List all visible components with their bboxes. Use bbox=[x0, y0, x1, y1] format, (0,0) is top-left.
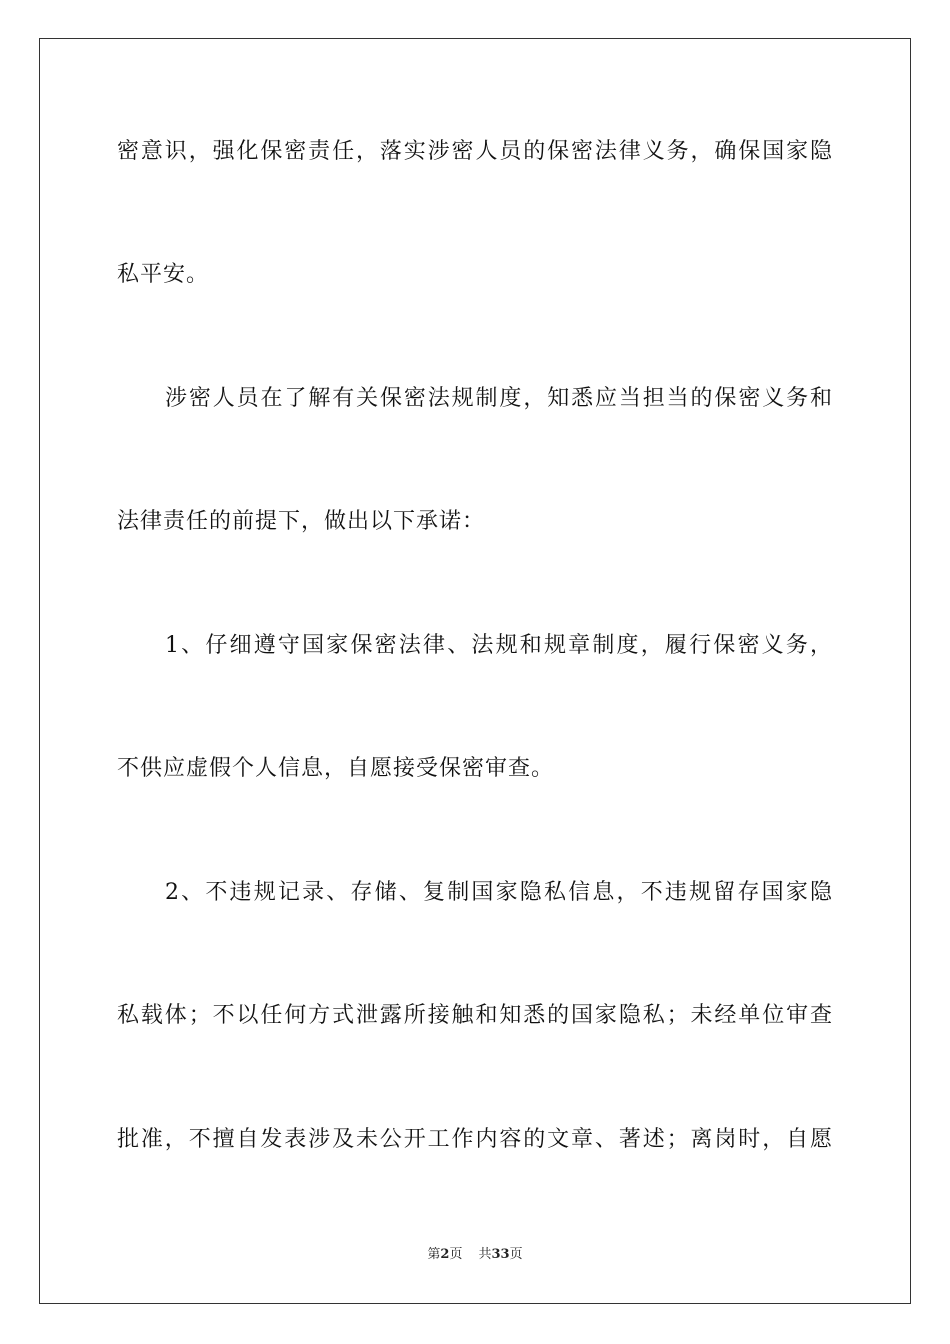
total-prefix: 共 bbox=[478, 1247, 492, 1262]
page-footer bbox=[0, 1246, 950, 1264]
paragraph-line: 私平安。 bbox=[117, 262, 210, 287]
page-suffix: 页 bbox=[449, 1247, 463, 1262]
paragraph-line: 密意识，强化保密责任，落实涉密人员的保密法律义务，确保国家隐 bbox=[117, 139, 833, 164]
paragraph-line: 1、仔细遵守国家保密法律、法规和规章制度，履行保密义务， bbox=[165, 633, 833, 658]
page-prefix: 第 bbox=[427, 1247, 441, 1262]
total-suffix: 页 bbox=[509, 1247, 523, 1262]
paragraph-line: 批准，不擅自发表涉及未公开工作内容的文章、著述；离岗时，自愿 bbox=[117, 1127, 833, 1152]
page-border bbox=[39, 38, 911, 1304]
paragraph-line: 私载体；不以任何方式泄露所接触和知悉的国家隐私；未经单位审查 bbox=[117, 1003, 833, 1028]
paragraph-line: 法律责任的前提下，做出以下承诺： bbox=[117, 509, 486, 534]
page-number: 2 bbox=[440, 1247, 450, 1262]
paragraph-line: 2、不违规记录、存储、复制国家隐私信息，不违规留存国家隐 bbox=[165, 880, 833, 905]
paragraph-line: 涉密人员在了解有关保密法规制度，知悉应当担当的保密义务和 bbox=[165, 386, 833, 411]
total-pages: 33 bbox=[491, 1247, 510, 1262]
paragraph-line: 不供应虚假个人信息，自愿接受保密审查。 bbox=[117, 756, 555, 781]
